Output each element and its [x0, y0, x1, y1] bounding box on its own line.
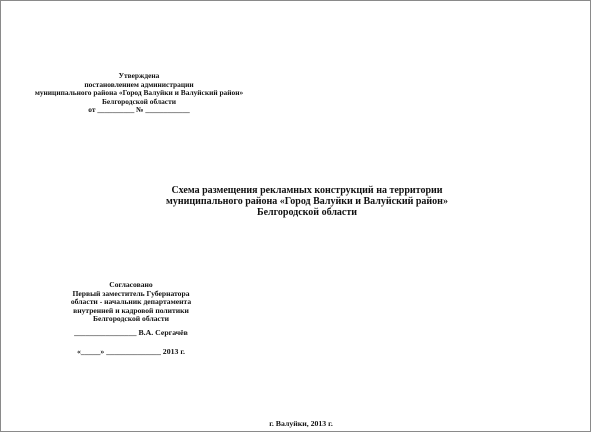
agreement-line: области - начальник департамента: [70, 297, 192, 307]
title-line: муниципального района «Город Валуйки и Валуйский район»: [166, 196, 448, 208]
agreement-block: [41, 281, 221, 324]
approval-line: постановлением администрации: [84, 79, 194, 89]
agreement-line: внутренней и кадровой политики: [73, 305, 189, 315]
agreement-date-line: [41, 347, 221, 356]
footer-text: г. Валуйки, 2013 г.: [269, 419, 333, 428]
approval-line: Белгородской области: [102, 96, 176, 106]
approval-date-number-line: от __________ № ____________: [88, 105, 190, 115]
place-and-year: [201, 419, 401, 428]
approval-line: Утверждена: [118, 71, 160, 80]
approval-line: муниципального района «Город Валуйки и Валуйский район»: [34, 88, 244, 98]
agreement-line: Согласовано: [109, 280, 153, 289]
document-title: [141, 185, 473, 219]
signature-text: ________________ В.А. Сергачёв: [74, 328, 188, 337]
agreement-date-text: «_____» ______________ 2013 г.: [77, 347, 185, 356]
agreement-line: Первый заместитель Губернатора: [72, 288, 190, 298]
approval-stamp: [21, 72, 257, 115]
signature-line: [41, 328, 221, 337]
title-line: Схема размещения рекламных конструкций на территории: [171, 185, 443, 196]
agreement-line: Белгородской области: [92, 314, 169, 324]
title-line: Белгородской области: [256, 207, 358, 219]
